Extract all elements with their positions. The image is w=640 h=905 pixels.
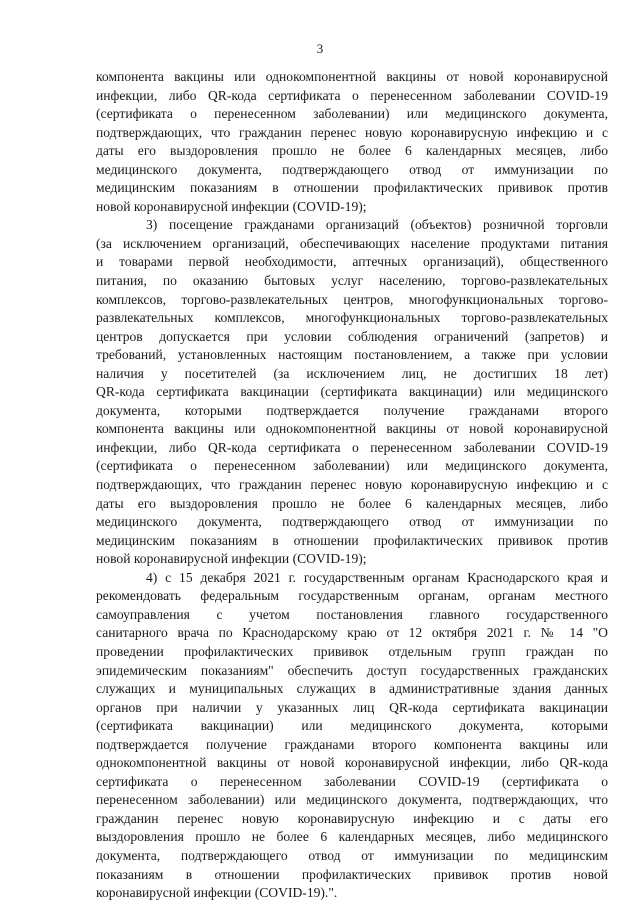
text-line: наличия у посетителей (за исключением лиц, не достигших 18 лет) [96, 365, 608, 381]
text-line: медицинского документа, подтверждающего отвод от иммунизации по [96, 161, 608, 177]
text-line: и товарами первой необходимости, аптечных организаций), общественного [96, 254, 608, 270]
text-line: проведении профилактических прививок отдельным групп граждан по [96, 643, 608, 659]
text-line: (за исключением организаций, обеспечивающих население продуктами питания [96, 235, 608, 251]
text-line: сертификата о перенесенном заболевании COVID-19 (сертификата о [96, 773, 608, 789]
text-line: документа, подтверждающего отвод от иммунизации по медицинским [96, 847, 608, 863]
text-line: (сертификата вакцинации) или медицинского документа, которыми [96, 718, 608, 734]
text-line: подтверждающих, что гражданин перенес новую коронавирусную инфекцию и с [96, 124, 608, 140]
text-line: самоуправления с учетом постановления главного государственного [96, 606, 608, 622]
text-line: комплексов, торгово-развлекательных центров, многофункциональных торгово- [96, 291, 608, 307]
text-line: 4) с 15 декабря 2021 г. государственным органам Краснодарского края и [146, 569, 608, 585]
text-line: центров допускается при условии соблюдения ограничений (запретов) и [96, 328, 608, 344]
text-line: коронавирусной инфекции (COVID-19).". [96, 885, 338, 901]
document-body [96, 68, 608, 903]
text-line: требований, установленных настоящим постановлением, а также при условии [96, 347, 608, 363]
text-line: органов при наличии у указанных лиц QR-кода сертификата вакцинации [96, 699, 608, 715]
text-line: компонента вакцины или однокомпонентной вакцины от новой коронавирусной [96, 421, 608, 437]
text-line: гражданин перенес новую коронавирусную инфекцию и с даты его [96, 810, 608, 826]
text-line: компонента вакцины или однокомпонентной вакцины от новой коронавирусной [96, 69, 608, 84]
text-line: 3) посещение гражданами организаций (объектов) розничной торговли [146, 217, 608, 233]
text-line: медицинским показаниям в отношении профилактических прививок против [96, 180, 608, 196]
text-line: медицинским показаниям в отношении профилактических прививок против [96, 532, 608, 548]
text-line: инфекции, либо QR-кода сертификата о перенесенном заболевании COVID-19 [96, 439, 608, 455]
text-line: QR-кода сертификата вакцинации (сертификата вакцинации) или медицинского [96, 384, 608, 400]
text-line: эпидемическим показаниям" обеспечить доступ государственных гражданских [96, 662, 608, 678]
text-line: рекомендовать федеральным государственным органам, органам местного [96, 588, 608, 604]
page-number: 3 [316, 41, 324, 56]
text-line: новой коронавирусной инфекции (COVID-19); [96, 198, 367, 214]
text-line: питания, по оказанию бытовых услуг населению, торгово-развлекательных [96, 273, 608, 289]
text-line: санитарного врача по Краснодарскому краю от 12 октября 2021 г. № 14 "О [96, 625, 608, 641]
text-line: перенесенном заболевании) или медицинского документа, подтверждающих, что [96, 792, 608, 808]
text-line: документа, которыми подтверждается получение гражданами второго [96, 402, 608, 418]
text-line: подтверждающих, что гражданин перенес новую коронавирусную инфекцию и с [96, 477, 608, 493]
text-line: (сертификата о перенесенном заболевании) или медицинского документа, [96, 458, 608, 474]
text-line: медицинского документа, подтверждающего отвод от иммунизации по [96, 514, 608, 530]
text-line: однокомпонентной вакцины от новой коронавирусной инфекции, либо QR-кода [96, 755, 608, 771]
text-line: выздоровления прошло не более 6 календарных месяцев, либо медицинского [96, 829, 608, 845]
text-line: подтверждается получение гражданами второго компонента вакцины или [96, 736, 608, 752]
text-line: новой коронавирусной инфекции (COVID-19); [96, 551, 367, 567]
text-line: (сертификата о перенесенном заболевании) или медицинского документа, [96, 106, 608, 122]
text-line: показаниям в отношении профилактических прививок против новой [96, 866, 608, 882]
text-line: служащих и муниципальных служащих в административные здания данных [96, 681, 608, 697]
text-line: даты его выздоровления прошло не более 6 календарных месяцев, либо [96, 143, 608, 159]
text-line: инфекции, либо QR-кода сертификата о перенесенном заболевании COVID-19 [96, 87, 608, 103]
text-line: развлекательных комплексов, многофункциональных торгово-развлекательных [96, 310, 608, 326]
text-line: даты его выздоровления прошло не более 6 календарных месяцев, либо [96, 495, 608, 511]
